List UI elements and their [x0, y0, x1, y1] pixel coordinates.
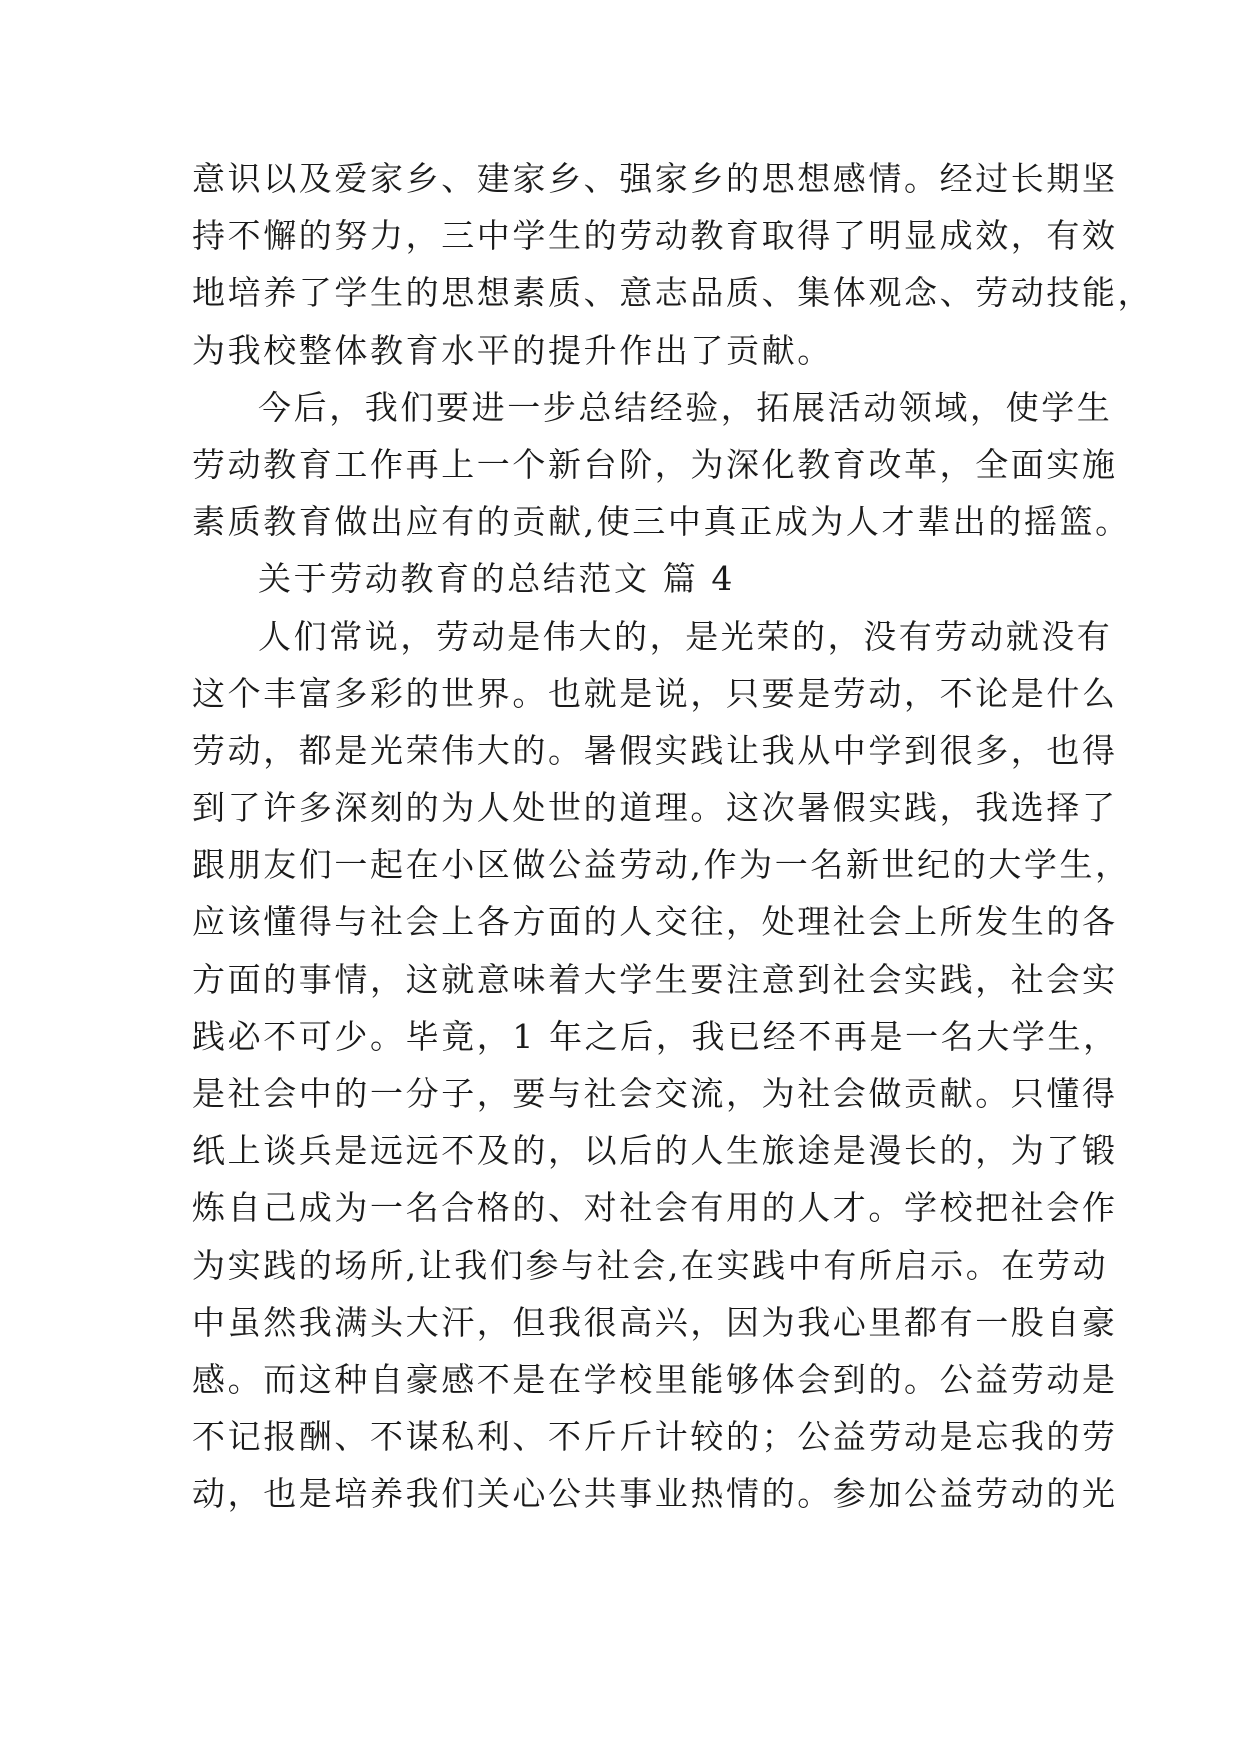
text-line: 践必不可少。毕竟，1 年之后，我已经不再是一名大学生，	[192, 1016, 1119, 1056]
text-line: 纸上谈兵是远远不及的，以后的人生旅途是漫长的，为了锻	[192, 1131, 1118, 1171]
body-text	[192, 150, 1154, 1523]
text-line: 为我校整体教育水平的提升作出了贡献。	[192, 330, 833, 370]
text-line: 到了许多深刻的为人处世的道理。这次暑假实践，我选择了	[192, 788, 1118, 828]
text-line: 意识以及爱家乡、建家乡、强家乡的思想感情。经过长期坚	[192, 159, 1118, 198]
text-line: 方面的事情，这就意味着大学生要注意到社会实践，社会实	[192, 959, 1118, 999]
text-line: 持不懈的努力，三中学生的劳动教育取得了明显成效，有效	[192, 216, 1118, 256]
text-line: 动，也是培养我们关心公共事业热情的。参加公益劳动的光	[192, 1474, 1118, 1514]
text-line: 为实践的场所,让我们参与社会,在实践中有所启示。在劳动	[192, 1245, 1109, 1285]
text-line: 感。而这种自豪感不是在学校里能够体会到的。公益劳动是	[192, 1359, 1118, 1399]
text-line: 跟朋友们一起在小区做公益劳动,作为一名新世纪的大学生，	[192, 845, 1131, 885]
text-line: 不记报酬、不谋私利、不斤斤计较的；公益劳动是忘我的劳	[192, 1417, 1118, 1457]
text-line: 中虽然我满头大汗，但我很高兴，因为我心里都有一股自豪	[192, 1302, 1118, 1342]
text-line: 今后，我们要进一步总结经验，拓展活动领域，使学生	[258, 387, 1113, 427]
text-line: 是社会中的一分子，要与社会交流，为社会做贡献。只懂得	[192, 1074, 1118, 1113]
text-line: 素质教育做出应有的贡献,使三中真正成为人才辈出的摇篮。	[192, 502, 1131, 542]
text-line: 炼自己成为一名合格的、对社会有用的人才。学校把社会作	[192, 1188, 1118, 1228]
text-line: 劳动，都是光荣伟大的。暑假实践让我从中学到很多，也得	[192, 730, 1118, 770]
text-line: 地培养了学生的思想素质、意志品质、集体观念、劳动技能，	[192, 273, 1154, 313]
text-line: 关于劳动教育的总结范文 篇 4	[258, 559, 735, 599]
text-line: 劳动教育工作再上一个新台阶，为深化教育改革，全面实施	[192, 444, 1118, 484]
text-line: 应该懂得与社会上各方面的人交往，处理社会上所发生的各	[192, 902, 1118, 942]
text-line: 人们常说，劳动是伟大的，是光荣的，没有劳动就没有	[258, 616, 1113, 656]
text-line: 这个丰富多彩的世界。也就是说，只要是劳动，不论是什么	[192, 673, 1118, 713]
